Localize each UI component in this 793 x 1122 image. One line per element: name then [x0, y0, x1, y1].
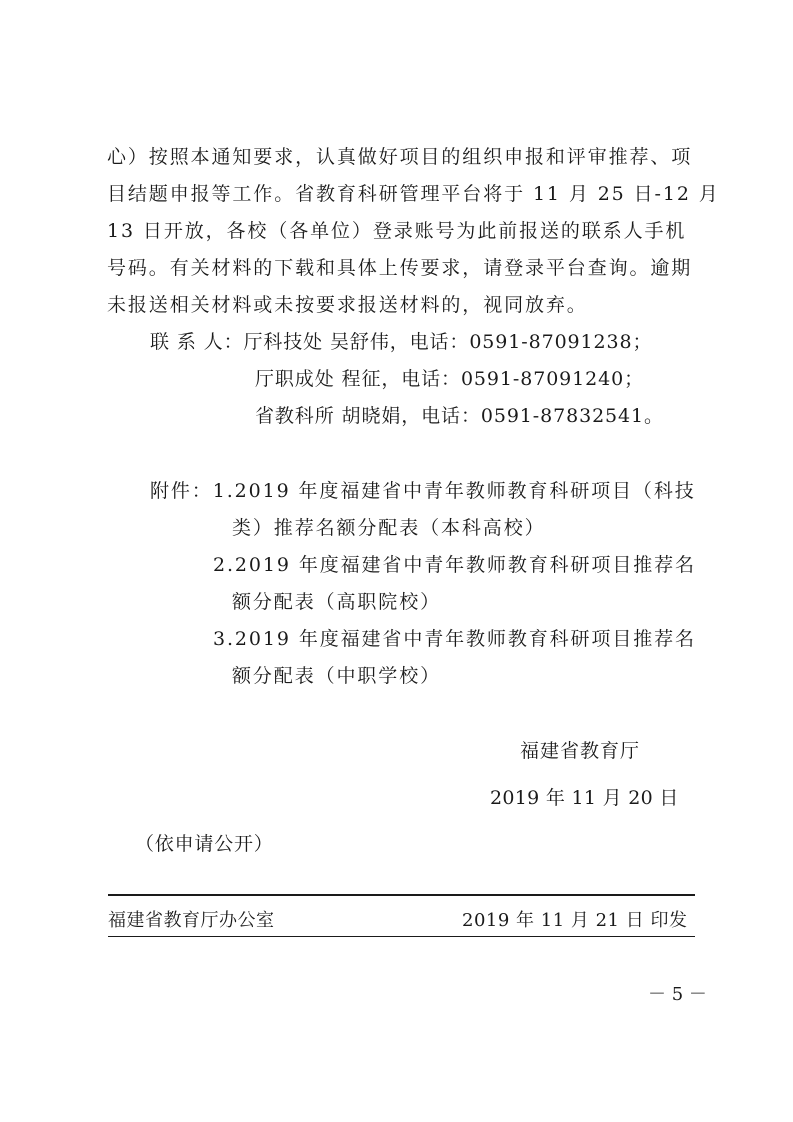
attachment-line-4: 额分配表（高职院校） [232, 591, 442, 613]
disclosure-note: （依申请公开） [135, 833, 274, 855]
footer-office: 福建省教育厅办公室 [108, 910, 275, 931]
paragraph-line-1: 心）按照本通知要求，认真做好项目的组织申报和评审推荐、项 [107, 146, 693, 168]
paragraph-line-3: 13 日开放，各校（各单位）登录账号为此前报送的联系人手机 [107, 220, 687, 242]
attachment-line-1: 附件：1.2019 年度福建省中青年教师教育科研项目（科技 [150, 480, 696, 502]
issuer-name: 福建省教育厅 [520, 740, 641, 762]
attachment-line-2: 类）推荐名额分配表（本科高校） [232, 517, 546, 539]
paragraph-line-2: 目结题申报等工作。省教育科研管理平台将于 11 月 25 日-12 月 [107, 183, 720, 205]
paragraph-line-5: 未报送相关材料或未按要求报送材料的，视同放弃。 [107, 294, 588, 316]
page-number: － 5 － [648, 984, 707, 1005]
attachment-line-6: 额分配表（中职学校） [232, 665, 442, 687]
footer-print-date: 2019 年 11 月 21 日 印发 [462, 910, 688, 931]
contact-line-2: 厅职成处 程征，电话：0591-87091240； [255, 368, 645, 390]
footer-top-rule [108, 894, 695, 896]
attachment-line-5: 3.2019 年度福建省中青年教师教育科研项目推荐名 [213, 628, 696, 650]
contact-line-1: 联 系 人：厅科技处 吴舒伟，电话：0591-87091238； [150, 331, 653, 353]
contact-line-3: 省教科所 胡晓娟，电话：0591-87832541。 [255, 405, 664, 427]
attachment-line-3: 2.2019 年度福建省中青年教师教育科研项目推荐名 [213, 554, 696, 576]
issue-date: 2019 年 11 月 20 日 [490, 787, 679, 809]
footer-bottom-rule [108, 936, 695, 937]
paragraph-line-4: 号码。有关材料的下载和具体上传要求，请登录平台查询。逾期 [107, 257, 693, 279]
